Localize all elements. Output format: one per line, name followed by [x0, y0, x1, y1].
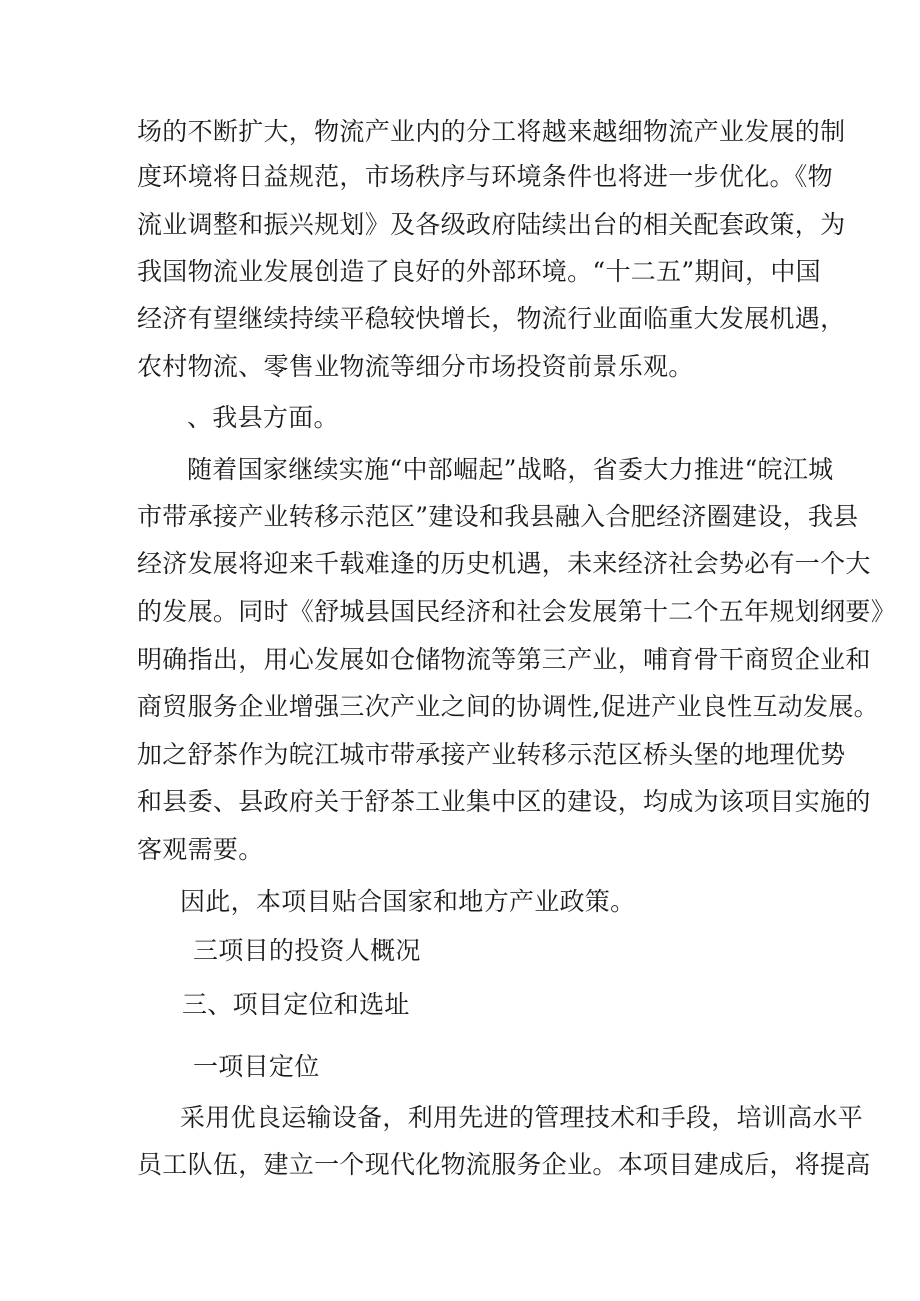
text-line: 农村物流、零售业物流等细分市场投资前景乐观。 [137, 352, 694, 381]
text-line: 我国物流业发展创造了良好的外部环境。“十二五”期间，中国 [137, 257, 821, 286]
section-heading: 一项目定位 [193, 1052, 320, 1081]
section-heading: 、我县方面。 [187, 403, 339, 432]
text-line: 和县委、县政府关于舒茶工业集中区的建设，均成为该项目实施的 [137, 787, 871, 816]
text-line: 的发展。同时《舒城县国民经济和社会发展第十二个五年规划纲要》 [137, 597, 897, 626]
text-line: 明确指出，用心发展如仓储物流等第三产业，哺育骨干商贸企业和 [137, 645, 871, 674]
text-line: 经济发展将迎来千载难逢的历史机遇，未来经济社会势必有一个大 [137, 549, 871, 578]
section-heading: 三项目的投资人概况 [193, 936, 421, 965]
text-line: 客观需要。 [137, 835, 264, 864]
text-line: 商贸服务企业增强三次产业之间的协调性,促进产业良性互动发展。 [137, 692, 879, 721]
text-line: 采用优良运输设备，利用先进的管理技术和手段，培训高水平 [180, 1103, 864, 1132]
text-line: 市带承接产业转移示范区”建设和我县融入合肥经济圈建设，我县 [137, 502, 859, 531]
section-heading: 三、项目定位和选址 [182, 990, 410, 1019]
text-line: 经济有望继续持续平稳较快增长，物流行业面临重大发展机遇， [137, 304, 846, 333]
text-line: 因此，本项目贴合国家和地方产业政策。 [180, 887, 636, 916]
text-line: 场的不断扩大，物流产业内的分工将越来越细物流产业发展的制 [137, 117, 846, 146]
text-line: 随着国家继续实施“中部崛起”战略，省委大力推进“皖江城 [187, 455, 834, 484]
text-line: 加之舒茶作为皖江城市带承接产业转移示范区桥头堡的地理优势 [137, 740, 846, 769]
text-line: 度环境将日益规范，市场秩序与环境条件也将进一步优化。《物 [137, 162, 833, 191]
text-line: 流业调整和振兴规划》及各级政府陆续出台的相关配套政策，为 [137, 210, 846, 239]
text-line: 员工队伍，建立一个现代化物流服务企业。本项目建成后，将提高 [137, 1150, 871, 1179]
